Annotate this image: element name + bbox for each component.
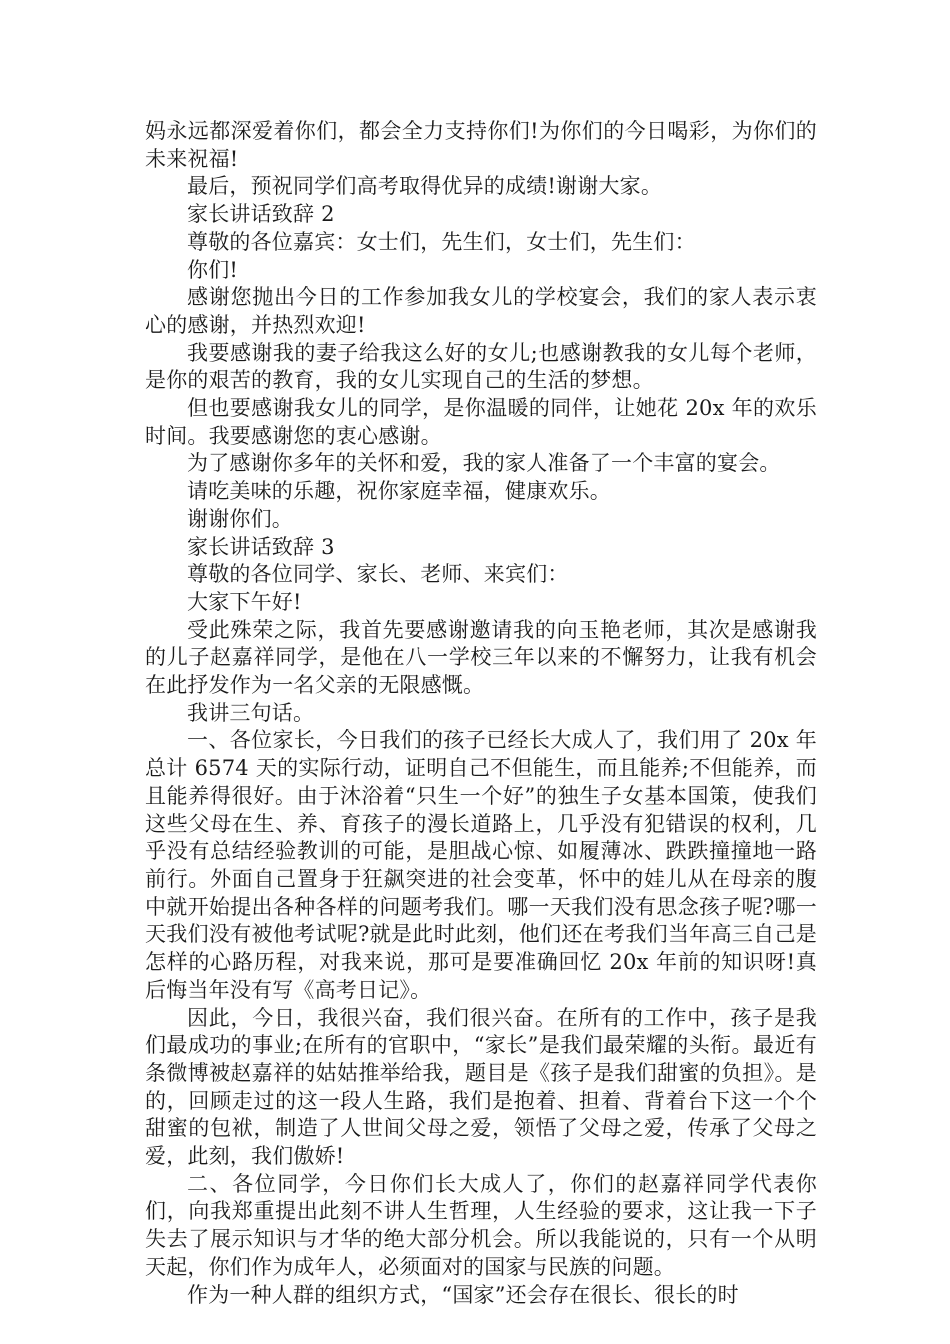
paragraph-three-points: 我讲三句话。	[187, 700, 315, 725]
paragraph-closing: 最后，预祝同学们高考取得优异的成绩!谢谢大家。	[187, 174, 663, 199]
section-heading-3: 家长讲话致辞 3	[187, 534, 335, 559]
document-body	[145, 118, 817, 1309]
paragraph-1: 妈永远都深爱着你们，都会全力支持你们!为你们的今日喝彩，为你们的未来祝福!	[145, 119, 817, 171]
paragraph-thanks-attend: 感谢您抛出今日的工作参加我女儿的学校宴会，我们的家人表示衷心的感谢，并热烈欢迎!	[145, 285, 817, 337]
paragraph-nation: 作为一种人群的组织方式，“国家”还会存在很长、很长的时	[187, 1282, 739, 1307]
greeting-3: 大家下午好!	[187, 589, 302, 614]
paragraph-point-one: 一、各位家长，今日我们的孩子已经长大成人了，我们用了 20x 年总计 6574 天的实际行动，证明自己不但能生，而且能养;不但能养，而且能养得很好。由于沐浴着“只生一个好”的独生子女基本国策，使我们这些父母在生、养、育孩子的漫长道路上，几乎没有犯错误的权利，几乎没有总结经验教训的可能，是胆战心惊、如履薄冰、跌跌撞撞地一路前行。外面自己置身于狂飙突进的社会变革，怀中的娃儿从在母亲的腹中就开始提出各种各样的问题考我们。哪一天我们没有思念孩子呢?哪一天我们没有被他考试呢?就是此时此刻，他们还在考我们当年高三自己是怎样的心路历程，对我来说，那可是要准确回忆 20x 年前的知识呀!真后悔当年没有写《高考日记》。	[145, 728, 817, 1002]
paragraph-banquet: 为了感谢你多年的关怀和爱，我的家人准备了一个丰富的宴会。	[187, 451, 781, 476]
paragraph-point-two: 二、各位同学，今日你们长大成人了，你们的赵嘉祥同学代表你们，向我郑重提出此刻不讲人生哲理，人生经验的要求，这让我一下子失去了展示知识与才华的绝大部分机会。所以我能说的，只有一个从明天起，你们作为成年人，必须面对的国家与民族的问题。	[145, 1171, 817, 1279]
greeting-2: 你们!	[187, 257, 239, 282]
paragraph-honor: 受此殊荣之际，我首先要感谢邀请我的向玉艳老师，其次是感谢我的儿子赵嘉祥同学，是他在八一学校三年以来的不懈努力，让我有机会在此抒发作为一名父亲的无限感慨。	[145, 617, 817, 698]
paragraph-thank-you: 谢谢你们。	[187, 506, 293, 531]
section-heading-2: 家长讲话致辞 2	[187, 202, 335, 227]
paragraph-therefore: 因此，今日，我很兴奋，我们很兴奋。在所有的工作中，孩子是我们最成功的事业;在所有的官职中，“家长”是我们最荣耀的头衔。最近有条微博被赵嘉祥的姑姑推举给我，题目是《孩子是我们甜蜜的负担》。是的，回顾走过的这一段人生路，我们是抱着、担着、背着台下这一个个甜蜜的包袱，制造了人世间父母之爱，领悟了父母之爱，传承了父母之爱，此刻，我们傲娇!	[145, 1005, 817, 1169]
paragraph-thanks-wife: 我要感谢我的妻子给我这么好的女儿;也感谢教我的女儿每个老师，是你的艰苦的教育，我的女儿实现自己的生活的梦想。	[145, 340, 817, 393]
paragraph-wishes: 请吃美味的乐趣，祝你家庭幸福，健康欢乐。	[187, 479, 611, 504]
salutation-2: 尊敬的各位嘉宾：女士们，先生们，女士们，先生们：	[187, 229, 696, 254]
paragraph-thanks-classmates: 但也要感谢我女儿的同学，是你温暖的同伴，让她花 20x 年的欢乐时间。我要感谢您的衷心感谢。	[145, 396, 817, 448]
salutation-3: 尊敬的各位同学、家长、老师、来宾们：	[187, 562, 569, 587]
